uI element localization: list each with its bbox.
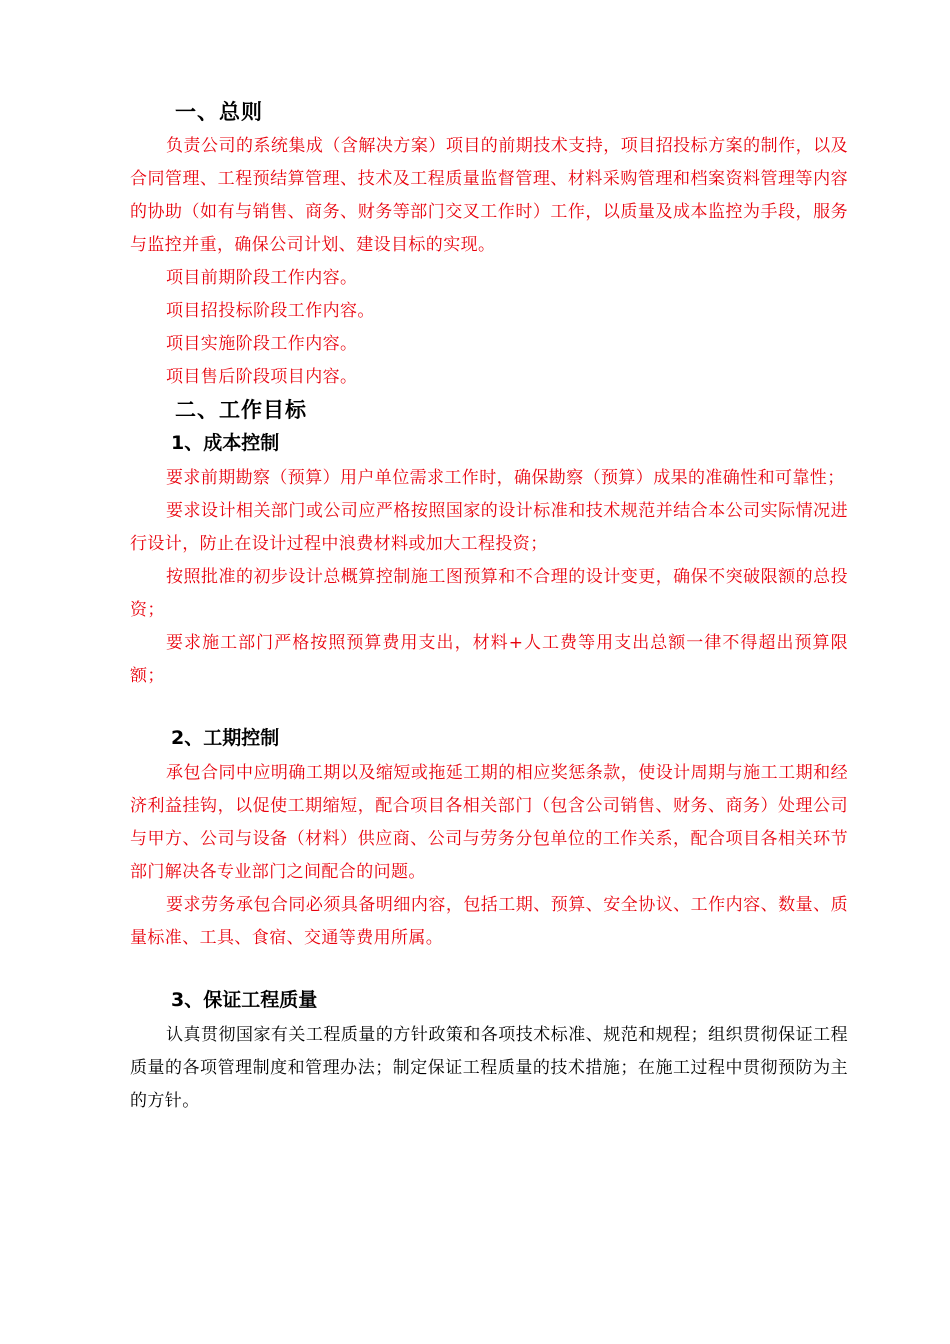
subsection-heading-schedule: 2、工期控制 [171, 727, 280, 749]
quality-paragraph: 认真贯彻国家有关工程质量的方针政策和各项技术标准、规范和规程；组织贯彻保证工程质量的各项管理制度和管理办法；制定保证工程质量的技术措施；在施工过程中贯彻预防为主的方针。 [130, 1025, 848, 1111]
section-heading-goals: 二、工作目标 [175, 398, 307, 422]
general-intro-paragraph: 负责公司的系统集成（含解决方案）项目的前期技术支持，项目招投标方案的制作，以及合同管理、工程预结算管理、技术及工程质量监督管理、材料采购管理和档案资料管理等内容的协助（如有与销售、商务、财务等部门交叉工作时）工作，以质量及成本监控为手段，服务与监控并重，确保公司计划、建设目标的实现。 [130, 136, 848, 255]
general-item-implementation: 项目实施阶段工作内容。 [166, 334, 358, 354]
general-item-bidding: 项目招投标阶段工作内容。 [166, 301, 375, 321]
subsection-heading-quality: 3、保证工程质量 [171, 989, 318, 1011]
cost-paragraph-budget: 要求施工部门严格按照预算费用支出，材料+人工费等用支出总额一律不得超出预算限额； [130, 633, 848, 686]
subsection-heading-cost: 1、成本控制 [171, 432, 280, 454]
cost-paragraph-design: 要求设计相关部门或公司应严格按照国家的设计标准和技术规范并结合本公司实际情况进行设计，防止在设计过程中浪费材料或加大工程投资； [130, 501, 848, 554]
general-item-pre-project: 项目前期阶段工作内容。 [166, 268, 358, 288]
schedule-paragraph-labor: 要求劳务承包合同必须具备明细内容，包括工期、预算、安全协议、工作内容、数量、质量标准、工具、食宿、交通等费用所属。 [130, 895, 848, 948]
cost-paragraph-survey: 要求前期勘察（预算）用户单位需求工作时，确保勘察（预算）成果的准确性和可靠性； [166, 468, 845, 488]
cost-paragraph-estimate: 按照批准的初步设计总概算控制施工图预算和不合理的设计变更，确保不突破限额的总投资； [130, 567, 848, 620]
spacer [130, 955, 848, 985]
section-heading-general: 一、总则 [175, 100, 263, 124]
schedule-paragraph-contract: 承包合同中应明确工期以及缩短或拖延工期的相应奖惩条款，使设计周期与施工工期和经济利益挂钩，以促使工期缩短，配合项目各相关部门（包含公司销售、财务、商务）处理公司与甲方、公司与设备（材料）供应商、公司与劳务分包单位的工作关系，配合项目各相关环节部门解决各专业部门之间配合的问题。 [130, 763, 848, 882]
spacer [130, 693, 848, 723]
general-item-after-sales: 项目售后阶段项目内容。 [166, 367, 358, 387]
document-body [130, 96, 848, 1118]
